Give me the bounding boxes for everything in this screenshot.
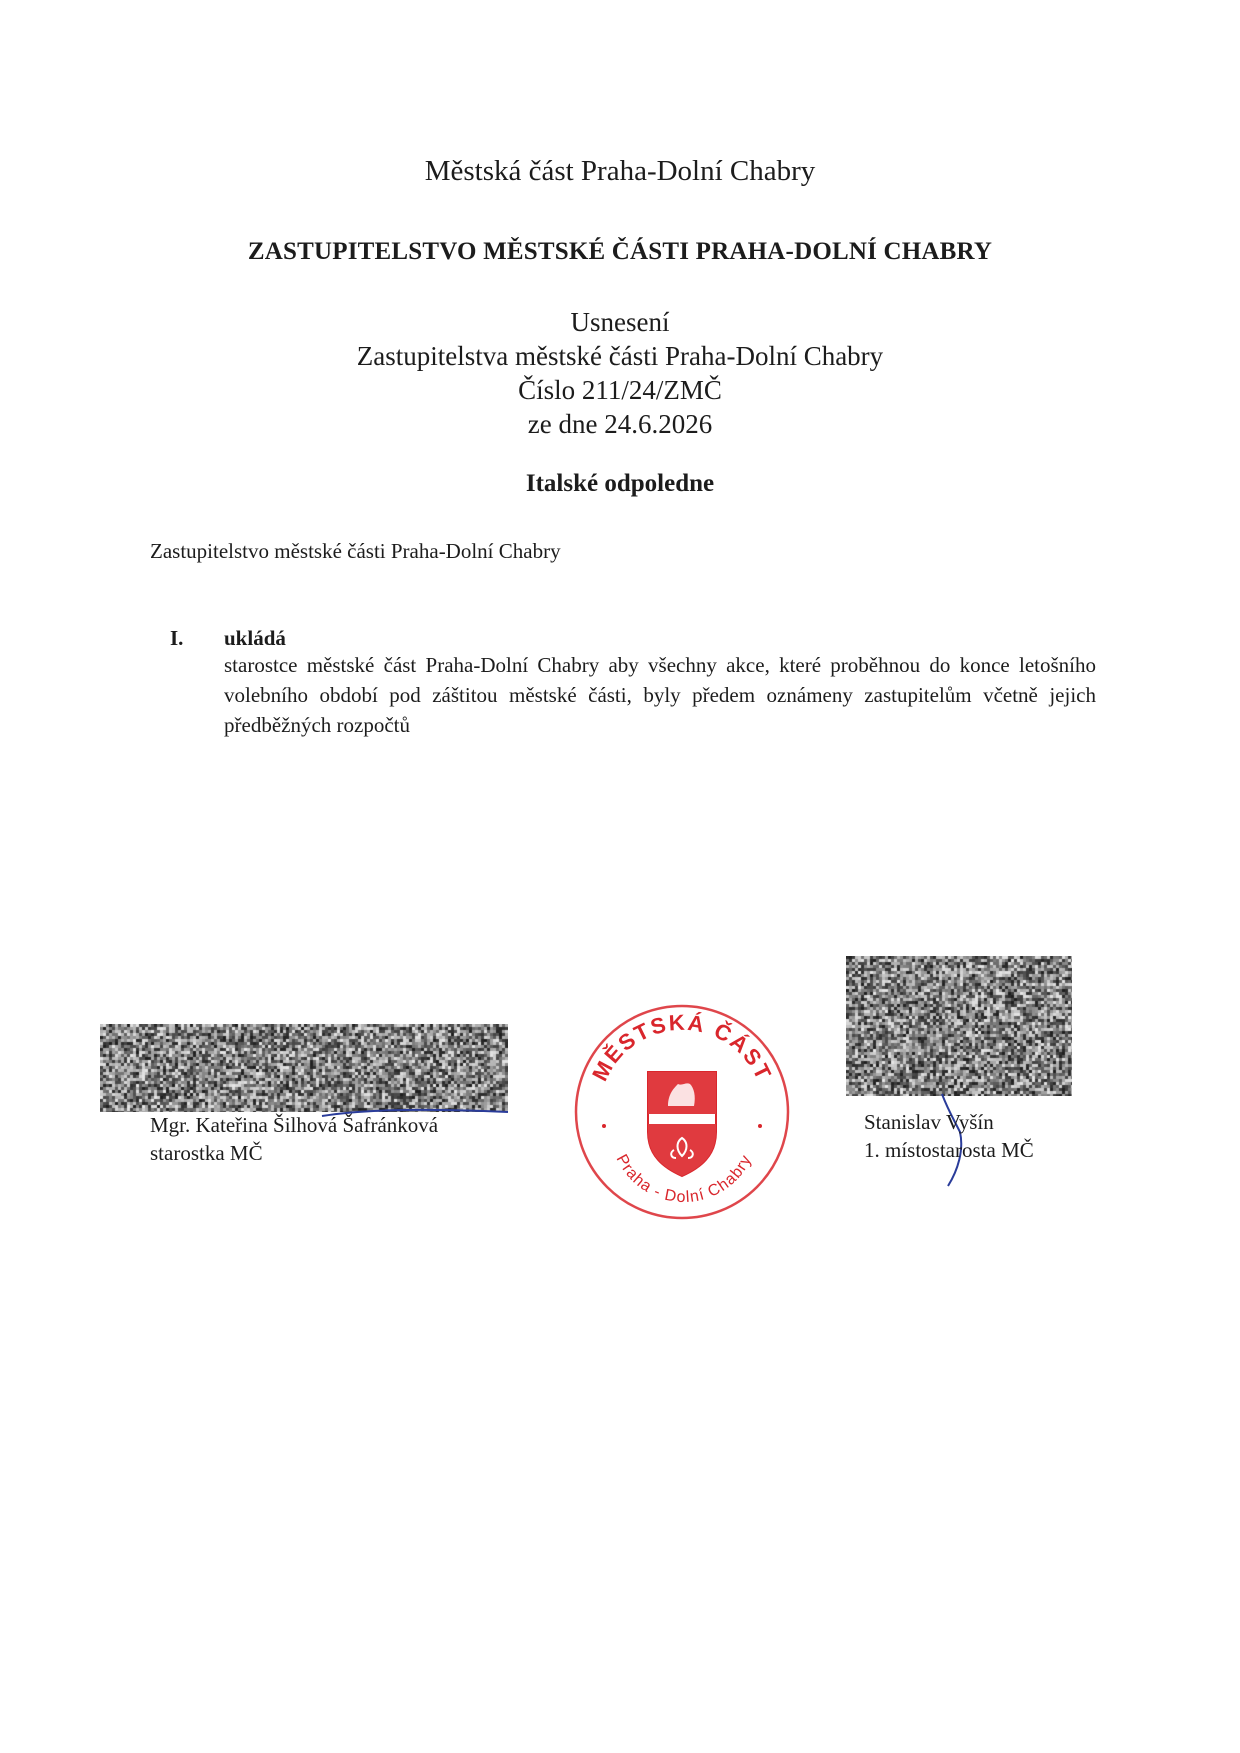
resolution-title: Italské odpoledne: [525, 470, 715, 497]
signatory-right-name: Stanislav Vyšín: [864, 1110, 994, 1134]
council-heading: ZASTUPITELSTVO MĚSTSKÉ ČÁSTI PRAHA-DOLNÍ CHABRY: [247, 238, 993, 265]
resolution-header: [0, 305, 1240, 441]
resolution-label: Usnesení: [570, 307, 670, 337]
council-name: Zastupitelstvo městské části Praha-Dolní Chabry: [150, 539, 561, 563]
signatory-right-role: 1. místostarosta MČ: [864, 1138, 1034, 1162]
resolution-number: Číslo 211/24/ZMČ: [518, 375, 722, 405]
redacted-signature-left: [100, 1024, 508, 1112]
stamp-top-text: MĚSTSKÁ ČÁST: [587, 1009, 777, 1085]
section-verb: ukládá: [224, 626, 286, 650]
municipality-heading: Městská část Praha-Dolní Chabry: [424, 155, 816, 187]
stamp-bottom-text: Praha - Dolní Chabry: [612, 1151, 756, 1207]
section-number: I.: [170, 626, 184, 650]
municipal-stamp: [570, 1000, 794, 1224]
signatory-left-role: starostka MČ: [150, 1141, 263, 1165]
section-text: starostce městské část Praha-Dolní Chabry aby všechny akce, které proběhnou do konce letošního volebního období pod záštitou městské části, byly předem oznámeny zastupitelům včetně jejich předběžných rozpočtů: [224, 653, 1096, 737]
redacted-signature-right: [846, 956, 1072, 1096]
resolution-body: Zastupitelstva městské části Praha-Dolní Chabry: [356, 341, 884, 371]
resolution-date: ze dne 24.6.2026: [527, 409, 713, 439]
signatory-left-name: Mgr. Kateřina Šilhová Šafránková: [150, 1113, 439, 1137]
coat-of-arms-icon: [648, 1072, 716, 1176]
